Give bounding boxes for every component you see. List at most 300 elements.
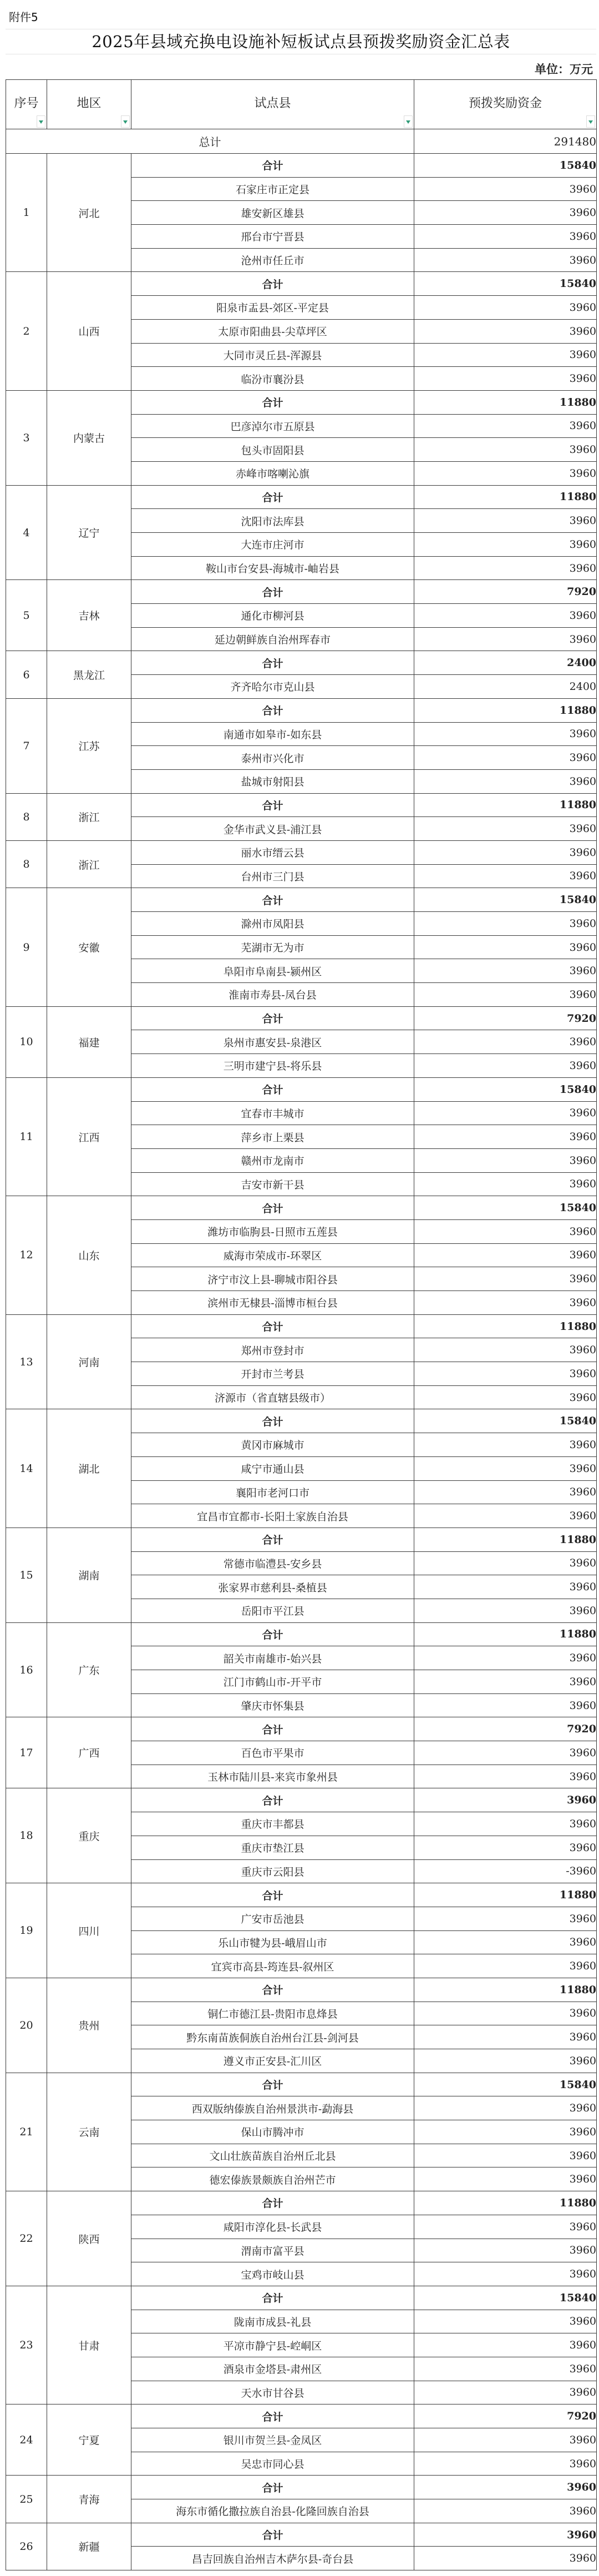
county-name: 开封市兰考县	[131, 1362, 414, 1386]
subtotal-amount: 15840	[414, 1409, 597, 1433]
county-name: 阳泉市盂县-郊区-平定县	[131, 296, 414, 320]
subtotal-label: 合计	[131, 1409, 414, 1433]
county-name: 玉林市陆川县-来宾市象州县	[131, 1765, 414, 1788]
subtotal-amount: 3960	[414, 2476, 597, 2499]
subtotal-amount: 7920	[414, 1717, 597, 1741]
county-amount: 3960	[414, 1836, 597, 1859]
region-name: 山东	[47, 1196, 131, 1314]
subtotal-row	[6, 2286, 597, 2310]
subtotal-row	[6, 1717, 597, 1741]
subtotal-amount: 15840	[414, 1196, 597, 1220]
subtotal-label: 合计	[131, 1196, 414, 1220]
subtotal-label: 合计	[131, 2404, 414, 2428]
county-name: 赤峰市喀喇沁旗	[131, 461, 414, 485]
county-amount: 3960	[414, 438, 597, 462]
region-name: 浙江	[47, 840, 131, 888]
subtotal-row	[6, 272, 597, 296]
county-name: 郑州市登封市	[131, 1338, 414, 1362]
subtotal-label: 合计	[131, 1883, 414, 1907]
county-amount: 3960	[414, 1030, 597, 1054]
county-name: 威海市荣成市-环翠区	[131, 1243, 414, 1267]
county-name: 铜仁市德江县-贵阳市息烽县	[131, 2002, 414, 2025]
county-name: 渭南市富平县	[131, 2239, 414, 2262]
county-amount: 3960	[414, 343, 597, 367]
county-amount: 3960	[414, 1054, 597, 1078]
grand-total-amount: 291480	[414, 129, 597, 154]
county-amount: 3960	[414, 1219, 597, 1243]
region-seq: 14	[6, 1409, 47, 1528]
subtotal-label: 合计	[131, 888, 414, 912]
county-name: 黔东南苗族侗族自治州台江县-剑河县	[131, 2025, 414, 2049]
county-amount: 3960	[414, 722, 597, 746]
region-seq: 8	[6, 793, 47, 840]
subtotal-row	[6, 1528, 597, 1551]
region-name: 内蒙古	[47, 390, 131, 485]
county-name: 襄阳市老河口市	[131, 1480, 414, 1504]
grand-total-row	[6, 129, 597, 154]
region-seq: 21	[6, 2073, 47, 2191]
subtotal-label: 合计	[131, 2476, 414, 2499]
county-amount: 3960	[414, 1433, 597, 1457]
table-row	[6, 840, 597, 864]
subtotal-label: 合计	[131, 2523, 414, 2547]
county-amount: 3960	[414, 533, 597, 557]
county-amount: 3960	[414, 1646, 597, 1670]
region-name: 湖南	[47, 1528, 131, 1622]
county-name: 咸宁市通山县	[131, 1456, 414, 1480]
county-amount: 2400	[414, 675, 597, 699]
county-name: 济源市（省直辖县级市）	[131, 1385, 414, 1409]
county-name: 石家庄市正定县	[131, 177, 414, 201]
region-seq: 13	[6, 1314, 47, 1409]
county-amount: 3960	[414, 296, 597, 320]
county-name: 大同市灵丘县-浑源县	[131, 343, 414, 367]
region-name: 河南	[47, 1314, 131, 1409]
column-header-county	[131, 80, 414, 129]
county-amount: 3960	[414, 2547, 597, 2570]
subtotal-amount: 11880	[414, 2191, 597, 2215]
county-name: 丽水市缙云县	[131, 840, 414, 864]
county-amount: 3960	[414, 1907, 597, 1930]
county-name: 江门市鹤山市-开平市	[131, 1670, 414, 1694]
subtotal-row	[6, 2476, 597, 2499]
county-name: 肇庆市怀集县	[131, 1693, 414, 1717]
county-name: 齐齐哈尔市克山县	[131, 675, 414, 699]
county-amount: 3960	[414, 2381, 597, 2404]
subtotal-amount: 11880	[414, 1883, 597, 1907]
county-name: 银川市贺兰县-金凤区	[131, 2428, 414, 2452]
subtotal-amount: 15840	[414, 1077, 597, 1101]
subtotal-row	[6, 2523, 597, 2547]
region-seq: 16	[6, 1622, 47, 1717]
subtotal-label: 合计	[131, 2073, 414, 2096]
county-amount: 3960	[414, 1243, 597, 1267]
column-header-seq-label: 序号	[14, 96, 39, 110]
county-amount: 3960	[414, 248, 597, 272]
subtotal-row	[6, 580, 597, 604]
region-seq: 18	[6, 1788, 47, 1883]
county-amount: -3960	[414, 1859, 597, 1883]
region-name: 广西	[47, 1717, 131, 1788]
region-seq: 25	[6, 2476, 47, 2523]
county-name: 泉州市惠安县-泉港区	[131, 1030, 414, 1054]
county-name: 潍坊市临朐县-日照市五莲县	[131, 1219, 414, 1243]
page-title: 2025年县域充换电设施补短板试点县预拨奖励资金汇总表	[6, 29, 596, 54]
subtotal-label: 合计	[131, 793, 414, 817]
county-amount: 3960	[414, 2215, 597, 2239]
county-amount: 3960	[414, 225, 597, 249]
region-seq: 9	[6, 888, 47, 1006]
county-name: 雄安新区雄县	[131, 201, 414, 225]
county-name: 酒泉市金塔县-肃州区	[131, 2357, 414, 2381]
region-seq: 1	[6, 154, 47, 272]
subtotal-row	[6, 2191, 597, 2215]
region-seq: 4	[6, 485, 47, 580]
column-header-region-label: 地区	[77, 96, 101, 110]
subtotal-row	[6, 390, 597, 414]
subtotal-amount: 7920	[414, 2404, 597, 2428]
county-amount: 3960	[414, 201, 597, 225]
county-amount: 3960	[414, 2167, 597, 2191]
subtotal-label: 合计	[131, 1788, 414, 1812]
county-name: 延边朝鲜族自治州珲春市	[131, 627, 414, 651]
county-amount: 3960	[414, 983, 597, 1007]
filter-dropdown-icon[interactable]	[37, 115, 45, 128]
county-amount: 3960	[414, 1551, 597, 1575]
subtotal-amount: 15840	[414, 154, 597, 178]
county-name: 赣州市龙南市	[131, 1148, 414, 1172]
county-amount: 3960	[414, 509, 597, 533]
county-amount: 3960	[414, 817, 597, 841]
region-seq: 26	[6, 2523, 47, 2570]
region-name: 青海	[47, 2476, 131, 2523]
subtotal-amount: 15840	[414, 2073, 597, 2096]
subtotal-label: 合计	[131, 1077, 414, 1101]
county-name: 台州市三门县	[131, 864, 414, 888]
subtotal-label: 合计	[131, 1528, 414, 1551]
county-amount: 3960	[414, 556, 597, 580]
county-name: 太原市阳曲县-尖草坪区	[131, 319, 414, 343]
subtotal-label: 合计	[131, 390, 414, 414]
county-amount: 3960	[414, 2049, 597, 2073]
subtotal-row	[6, 2073, 597, 2096]
county-amount: 3960	[414, 864, 597, 888]
county-name: 沈阳市法库县	[131, 509, 414, 533]
region-seq: 19	[6, 1883, 47, 1978]
county-name: 邢台市宁晋县	[131, 225, 414, 249]
county-amount: 3960	[414, 177, 597, 201]
county-amount: 3960	[414, 1267, 597, 1291]
subtotal-row	[6, 2404, 597, 2428]
county-name: 重庆市丰都县	[131, 1812, 414, 1836]
column-header-amount-label: 预拨奖励资金	[468, 96, 542, 110]
county-amount: 3960	[414, 2144, 597, 2167]
county-amount: 3960	[414, 1812, 597, 1836]
subtotal-label: 合计	[131, 1978, 414, 2002]
county-amount: 3960	[414, 1741, 597, 1765]
subtotal-row	[6, 1409, 597, 1433]
county-name: 芜湖市无为市	[131, 935, 414, 959]
subtotal-row	[6, 651, 597, 675]
county-amount: 3960	[414, 2262, 597, 2286]
county-name: 宜宾市高县-筠连县-叙州区	[131, 1954, 414, 1978]
county-name: 宜昌市宜都市-长阳土家族自治县	[131, 1504, 414, 1528]
county-amount: 3960	[414, 840, 597, 864]
subtotal-label: 合计	[131, 272, 414, 296]
county-name: 泰州市兴化市	[131, 746, 414, 770]
county-name: 平凉市静宁县-崆峒区	[131, 2333, 414, 2357]
county-name: 文山壮族苗族自治州丘北县	[131, 2144, 414, 2167]
county-name: 重庆市垫江县	[131, 1836, 414, 1859]
county-name: 重庆市云阳县	[131, 1859, 414, 1883]
county-amount: 3960	[414, 1148, 597, 1172]
subtotal-row	[6, 698, 597, 722]
county-amount: 3960	[414, 1480, 597, 1504]
region-seq: 15	[6, 1528, 47, 1622]
subtotal-amount: 3960	[414, 1788, 597, 1812]
region-seq: 8	[6, 840, 47, 888]
county-amount: 3960	[414, 1575, 597, 1599]
subtotal-amount: 15840	[414, 272, 597, 296]
county-name: 阜阳市阜南县-颍州区	[131, 959, 414, 983]
county-amount: 3960	[414, 2239, 597, 2262]
county-name: 金华市武义县-浦江县	[131, 817, 414, 841]
region-seq: 11	[6, 1077, 47, 1196]
subtotal-amount: 11880	[414, 1978, 597, 2002]
region-name: 四川	[47, 1883, 131, 1978]
county-name: 大连市庄河市	[131, 533, 414, 557]
county-name: 吴忠市同心县	[131, 2452, 414, 2476]
region-name: 山西	[47, 272, 131, 390]
subtotal-row	[6, 1883, 597, 1907]
subtotal-row	[6, 793, 597, 817]
region-name: 云南	[47, 2073, 131, 2191]
subtotal-label: 合计	[131, 2286, 414, 2310]
column-header-seq	[6, 80, 47, 129]
county-name: 保山市腾冲市	[131, 2120, 414, 2144]
county-amount: 3960	[414, 2120, 597, 2144]
county-name: 萍乡市上栗县	[131, 1125, 414, 1149]
region-name: 河北	[47, 154, 131, 272]
county-name: 济宁市汶上县-聊城市阳谷县	[131, 1267, 414, 1291]
county-name: 韶关市南雄市-始兴县	[131, 1646, 414, 1670]
county-name: 吉安市新干县	[131, 1172, 414, 1196]
county-name: 遵义市正安县-汇川区	[131, 2049, 414, 2073]
county-name: 沧州市任丘市	[131, 248, 414, 272]
column-header-region	[47, 80, 131, 129]
county-amount: 3960	[414, 935, 597, 959]
county-name: 西双版纳傣族自治州景洪市-勐海县	[131, 2096, 414, 2120]
region-name: 陕西	[47, 2191, 131, 2286]
county-amount: 3960	[414, 1930, 597, 1954]
county-amount: 3960	[414, 1693, 597, 1717]
subtotal-label: 合计	[131, 485, 414, 509]
region-name: 甘肃	[47, 2286, 131, 2404]
county-name: 德宏傣族景颇族自治州芒市	[131, 2167, 414, 2191]
subtotal-amount: 11880	[414, 485, 597, 509]
county-name: 宜春市丰城市	[131, 1101, 414, 1125]
region-name: 贵州	[47, 1978, 131, 2073]
county-name: 通化市柳河县	[131, 604, 414, 628]
region-seq: 17	[6, 1717, 47, 1788]
filter-dropdown-icon[interactable]	[586, 115, 595, 128]
region-seq: 7	[6, 698, 47, 793]
county-name: 黄冈市麻城市	[131, 1433, 414, 1457]
county-amount: 3960	[414, 1456, 597, 1480]
subtotal-amount: 3960	[414, 2523, 597, 2547]
county-amount: 3960	[414, 959, 597, 983]
region-seq: 24	[6, 2404, 47, 2476]
county-amount: 3960	[414, 1291, 597, 1315]
county-name: 百色市平果市	[131, 1741, 414, 1765]
region-seq: 2	[6, 272, 47, 390]
region-seq: 23	[6, 2286, 47, 2404]
county-name: 滁州市凤阳县	[131, 912, 414, 936]
county-amount: 3960	[414, 2002, 597, 2025]
region-name: 广东	[47, 1622, 131, 1717]
county-amount: 3960	[414, 2428, 597, 2452]
county-name: 广安市岳池县	[131, 1907, 414, 1930]
region-name: 吉林	[47, 580, 131, 651]
county-amount: 3960	[414, 1954, 597, 1978]
county-name: 南通市如皋市-如东县	[131, 722, 414, 746]
county-amount: 3960	[414, 769, 597, 793]
county-amount: 3960	[414, 1101, 597, 1125]
county-amount: 3960	[414, 2357, 597, 2381]
county-name: 乐山市犍为县-峨眉山市	[131, 1930, 414, 1954]
subtotal-row	[6, 1077, 597, 1101]
county-name: 张家界市慈利县-桑植县	[131, 1575, 414, 1599]
subtotal-amount: 15840	[414, 888, 597, 912]
region-name: 浙江	[47, 793, 131, 840]
county-name: 临汾市襄汾县	[131, 367, 414, 391]
county-amount: 3960	[414, 1599, 597, 1622]
region-name: 福建	[47, 1006, 131, 1077]
county-amount: 3960	[414, 1504, 597, 1528]
region-name: 重庆	[47, 1788, 131, 1883]
subtotal-row	[6, 1788, 597, 1812]
filter-dropdown-icon[interactable]	[404, 115, 413, 128]
subtotal-label: 合计	[131, 1622, 414, 1646]
region-seq: 20	[6, 1978, 47, 2073]
county-amount: 3960	[414, 604, 597, 628]
county-amount: 3960	[414, 2452, 597, 2476]
region-name: 江苏	[47, 698, 131, 793]
subtotal-amount: 11880	[414, 698, 597, 722]
subtotal-row	[6, 154, 597, 178]
column-header-amount	[414, 80, 597, 129]
county-name: 宝鸡市岐山县	[131, 2262, 414, 2286]
subtotal-label: 合计	[131, 2191, 414, 2215]
region-name: 湖北	[47, 1409, 131, 1528]
subtotal-label: 合计	[131, 1314, 414, 1338]
subtotal-row	[6, 485, 597, 509]
county-amount: 3960	[414, 461, 597, 485]
subtotal-amount: 11880	[414, 1622, 597, 1646]
region-seq: 6	[6, 651, 47, 698]
region-seq: 5	[6, 580, 47, 651]
county-name: 巴彦淖尔市五原县	[131, 414, 414, 438]
county-amount: 3960	[414, 1385, 597, 1409]
county-name: 岳阳市平江县	[131, 1599, 414, 1622]
subtotal-row	[6, 1622, 597, 1646]
region-seq: 12	[6, 1196, 47, 1314]
county-amount: 3960	[414, 367, 597, 391]
region-seq: 3	[6, 390, 47, 485]
subtotal-amount: 7920	[414, 580, 597, 604]
attachment-label: 附件5	[6, 6, 596, 29]
county-name: 海东市循化撒拉族自治县-化隆回族自治县	[131, 2499, 414, 2523]
county-name: 常德市临澧县-安乡县	[131, 1551, 414, 1575]
region-name: 江西	[47, 1077, 131, 1196]
subtotal-row	[6, 1006, 597, 1030]
county-amount: 3960	[414, 2310, 597, 2333]
county-amount: 3960	[414, 2025, 597, 2049]
region-name: 黑龙江	[47, 651, 131, 698]
county-amount: 3960	[414, 1765, 597, 1788]
subtotal-label: 合计	[131, 698, 414, 722]
subtotal-label: 合计	[131, 1717, 414, 1741]
region-name: 辽宁	[47, 485, 131, 580]
county-amount: 3960	[414, 2499, 597, 2523]
county-name: 三明市建宁县-将乐县	[131, 1054, 414, 1078]
subtotal-row	[6, 888, 597, 912]
county-amount: 3960	[414, 912, 597, 936]
region-seq: 10	[6, 1006, 47, 1077]
grand-total-label: 总计	[6, 129, 414, 154]
county-name: 盐城市射阳县	[131, 769, 414, 793]
region-name: 安徽	[47, 888, 131, 1006]
county-amount: 3960	[414, 627, 597, 651]
region-name: 新疆	[47, 2523, 131, 2570]
county-name: 昌吉回族自治州吉木萨尔县-奇台县	[131, 2547, 414, 2570]
county-name: 鞍山市台安县-海城市-岫岩县	[131, 556, 414, 580]
subtotal-label: 合计	[131, 1006, 414, 1030]
subtotal-row	[6, 1978, 597, 2002]
spreadsheet	[6, 6, 596, 2570]
subtotal-amount: 7920	[414, 1006, 597, 1030]
county-amount: 3960	[414, 1338, 597, 1362]
column-header-county-label: 试点县	[254, 96, 291, 110]
county-amount: 3960	[414, 1362, 597, 1386]
county-amount: 3960	[414, 1670, 597, 1694]
subtotal-amount: 11880	[414, 390, 597, 414]
subtotal-row	[6, 1196, 597, 1220]
filter-dropdown-icon[interactable]	[121, 115, 130, 128]
region-name: 宁夏	[47, 2404, 131, 2476]
county-name: 滨州市无棣县-淄博市桓台县	[131, 1291, 414, 1315]
county-amount: 3960	[414, 1125, 597, 1149]
county-name: 天水市甘谷县	[131, 2381, 414, 2404]
subtotal-amount: 11880	[414, 1528, 597, 1551]
county-name: 咸阳市淳化县-长武县	[131, 2215, 414, 2239]
county-amount: 3960	[414, 414, 597, 438]
county-name: 淮南市寿县-凤台县	[131, 983, 414, 1007]
county-amount: 3960	[414, 2333, 597, 2357]
subtotal-label: 合计	[131, 651, 414, 675]
subtotal-amount: 15840	[414, 2286, 597, 2310]
subtotal-label: 合计	[131, 580, 414, 604]
allocation-table	[6, 79, 597, 2570]
unit-label: 单位：万元	[535, 63, 593, 76]
subtotal-amount: 2400	[414, 651, 597, 675]
county-name: 包头市固阳县	[131, 438, 414, 462]
subtotal-label: 合计	[131, 154, 414, 178]
table-header-row	[6, 80, 597, 129]
subtotal-row	[6, 1314, 597, 1338]
county-amount: 3960	[414, 1172, 597, 1196]
county-amount: 3960	[414, 2096, 597, 2120]
